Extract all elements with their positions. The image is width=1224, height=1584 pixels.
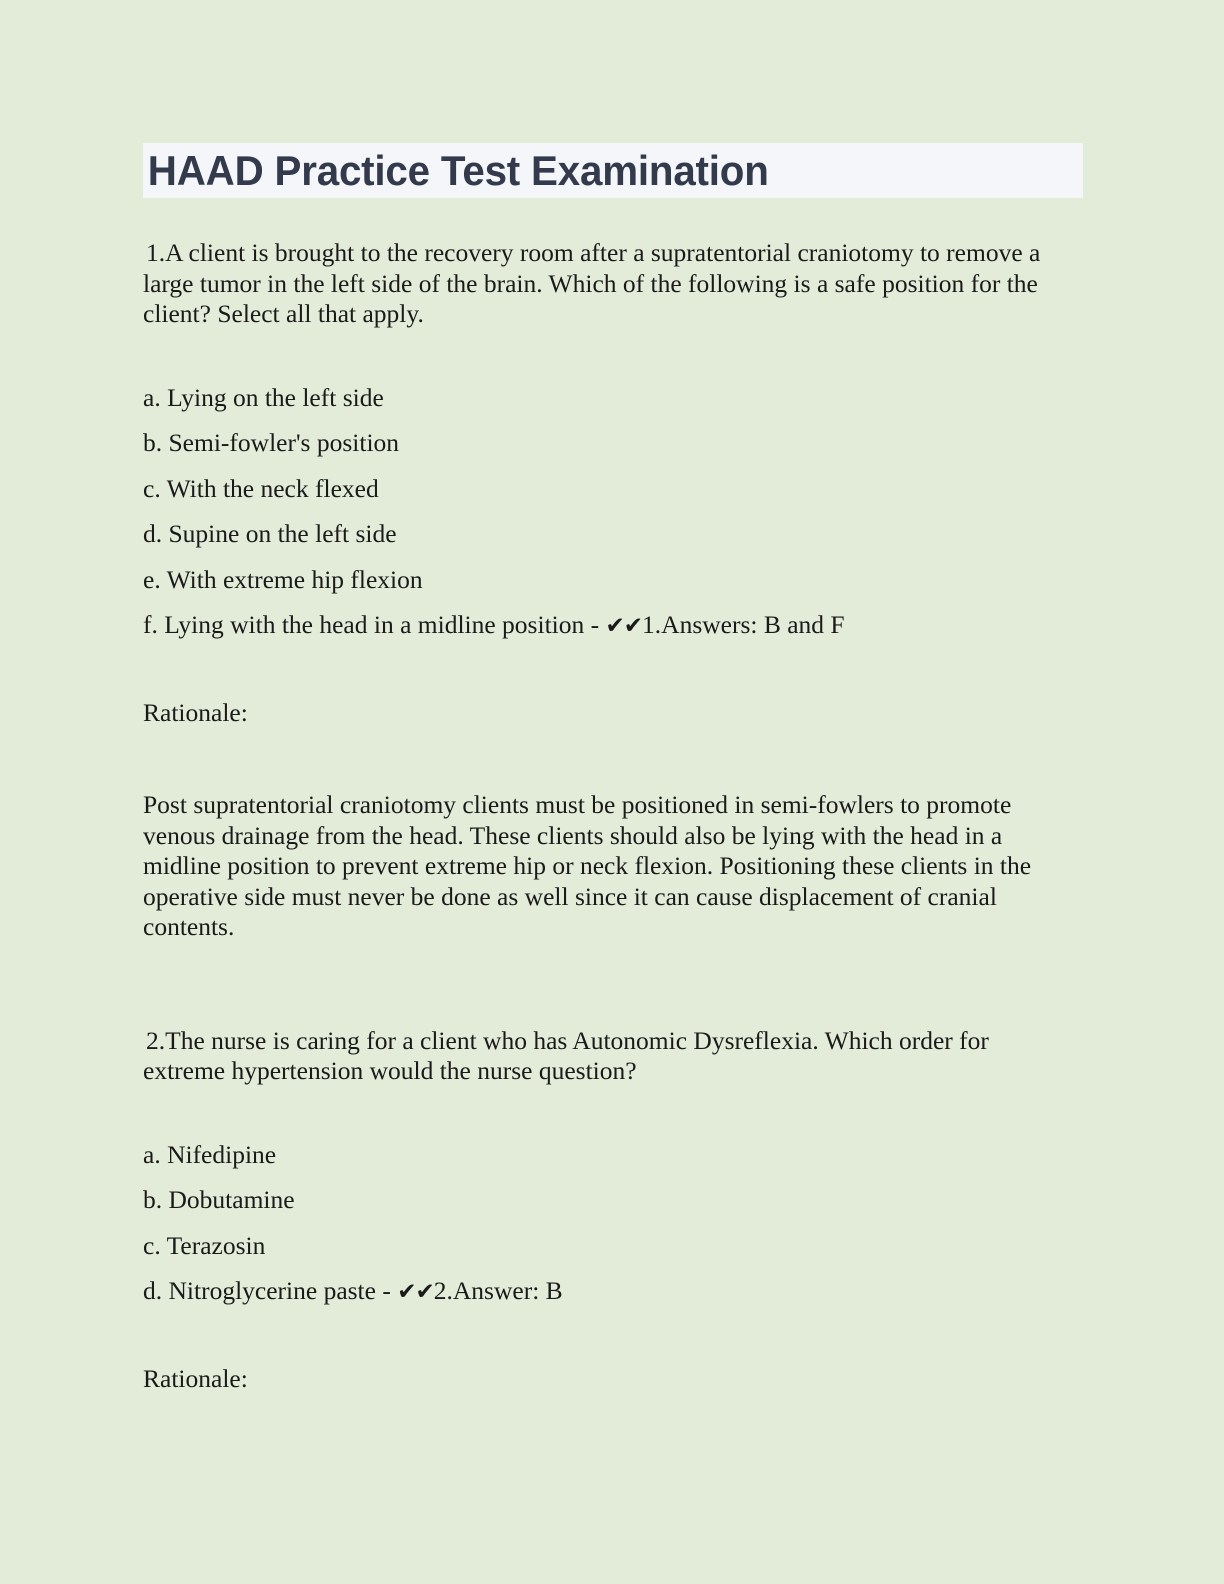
option-item[interactable]: d. Supine on the left side (143, 519, 397, 548)
question-block-1 (143, 198, 1068, 943)
title-banner (143, 143, 1083, 198)
option-item-answer[interactable] (143, 1261, 1068, 1308)
option-item[interactable]: e. With extreme hip flexion (143, 564, 423, 594)
rationale-label: Rationale: (143, 697, 248, 727)
question-1-prompt: 1.A client is brought to the recovery room after a supratentorial craniotomy to remove a large tumor in the left side of the brain. Which of the following is a safe position for the client? Select all that apply. (143, 238, 1041, 328)
option-item[interactable]: b. Dobutamine (143, 1185, 295, 1214)
option-label: f. Lying with the head in a midline position - (143, 610, 606, 639)
question-block-2 (143, 943, 1068, 1395)
check-mark-icon: ✔✔ (397, 1279, 434, 1305)
option-item[interactable]: c. With the neck flexed (143, 473, 379, 503)
rationale-text: Post supratentorial craniotomy clients must be positioned in semi-fowlers to promote venous drainage from the head. These clients should also be lying with the head in a midline position to prevent extreme hip or neck flexion. Positioning these clients in the operative side must never be done as well since it can cause displacement of cranial contents. (143, 790, 1032, 941)
option-item-answer[interactable] (143, 595, 1068, 642)
option-item[interactable]: c. Terazosin (143, 1230, 266, 1260)
question-2-prompt: 2.The nurse is caring for a client who has Autonomic Dysreflexia. Which order for extreme hypertension would the nurse question? (143, 1025, 989, 1085)
option-item[interactable]: b. Semi-fowler's position (143, 428, 400, 457)
answer-key: 2.Answer: B (433, 1276, 563, 1305)
option-item[interactable]: a. Lying on the left side (143, 382, 384, 412)
check-mark-icon: ✔✔ (605, 613, 643, 639)
document-body (143, 198, 1068, 1394)
answer-key: 1.Answers: B and F (642, 610, 845, 639)
page-title: HAAD Practice Test Examination (147, 146, 769, 194)
question-1-options (143, 330, 1068, 642)
option-item[interactable]: a. Nifedipine (143, 1139, 277, 1169)
question-2-options (143, 1087, 1068, 1308)
option-label: d. Nitroglycerine paste - (143, 1276, 398, 1305)
rationale-label: Rationale: (143, 1363, 248, 1393)
